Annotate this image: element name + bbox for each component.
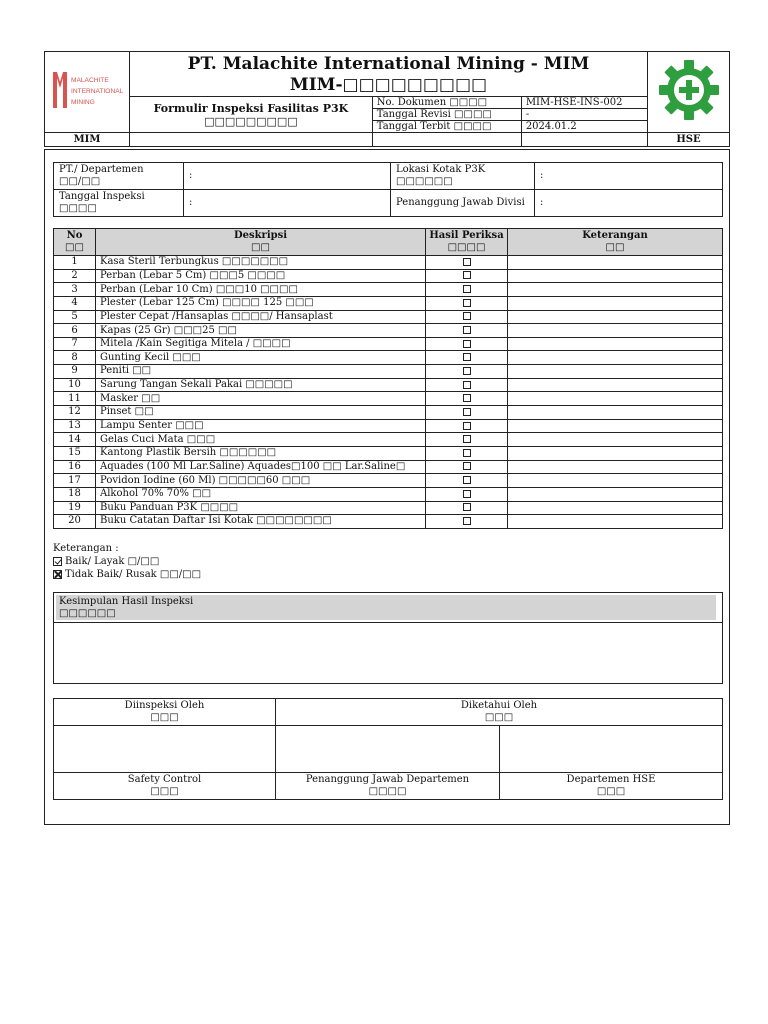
meta-value-document-no: MIM-HSE-INS-002 (521, 97, 647, 109)
role-dept-pic (276, 773, 500, 800)
result-cell (426, 474, 508, 488)
checklist-body (54, 256, 723, 529)
item-description: Pinset □□ (96, 406, 426, 420)
item-number: 5 (54, 310, 96, 324)
role-safety-control (54, 773, 276, 800)
col-header-description (96, 229, 426, 256)
notes-cell[interactable] (508, 392, 723, 406)
legend-bad (53, 568, 201, 581)
col-header-result-cn: □□□□ (447, 242, 486, 253)
table-row (54, 378, 723, 392)
table-row (54, 515, 723, 529)
col-header-notes-cn: □□ (605, 242, 625, 253)
result-checkbox[interactable] (463, 353, 471, 361)
col-header-notes (508, 229, 723, 256)
pic-field[interactable] (535, 190, 723, 217)
table-row (54, 433, 723, 447)
result-checkbox[interactable] (463, 258, 471, 266)
role-cn: □□□ (596, 786, 626, 797)
item-description: Plester Cepat /Hansaplas □□□□/ Hansaplast (96, 310, 426, 324)
item-number: 7 (54, 337, 96, 351)
item-description: Buku Panduan P3K □□□□ (96, 501, 426, 515)
table-row (54, 296, 723, 310)
result-checkbox[interactable] (463, 394, 471, 402)
item-number: 16 (54, 460, 96, 474)
result-checkbox[interactable] (463, 503, 471, 511)
logo-text-line-1: MALACHITE (71, 77, 109, 84)
acknowledged-by-cn: □□□ (484, 712, 514, 723)
item-number: 10 (54, 378, 96, 392)
result-cell (426, 296, 508, 310)
notes-cell[interactable] (508, 474, 723, 488)
result-checkbox[interactable] (463, 285, 471, 293)
result-checkbox[interactable] (463, 476, 471, 484)
table-row (54, 337, 723, 351)
divider (54, 622, 722, 623)
result-checkbox[interactable] (463, 422, 471, 430)
result-checkbox[interactable] (463, 340, 471, 348)
table-row (54, 256, 723, 270)
item-number: 12 (54, 406, 96, 420)
company-logo (45, 52, 130, 133)
item-description: Gunting Kecil □□□ (96, 351, 426, 365)
item-number: 20 (54, 515, 96, 529)
company-subtitle (130, 75, 647, 96)
item-number: 3 (54, 283, 96, 297)
item-number: 2 (54, 269, 96, 283)
col-header-no-en: No (66, 230, 83, 241)
item-number: 13 (54, 419, 96, 433)
table-row (54, 283, 723, 297)
result-cell (426, 460, 508, 474)
item-description: Kasa Steril Terbungkus □□□□□□□ (96, 256, 426, 270)
result-cell (426, 310, 508, 324)
notes-cell[interactable] (508, 256, 723, 270)
item-description: Povidon Iodine (60 Ml) □□□□□60 □□□ (96, 474, 426, 488)
meta-label-cn: □□□□ (454, 109, 492, 120)
result-checkbox[interactable] (463, 312, 471, 320)
item-number: 8 (54, 351, 96, 365)
item-description: Perban (Lebar 5 Cm) □□□5 □□□□ (96, 269, 426, 283)
col-header-description-en: Deskripsi (233, 230, 288, 241)
item-description: Peniti □□ (96, 365, 426, 379)
meta-label-en: Tanggal Terbit (376, 121, 451, 132)
result-checkbox[interactable] (463, 490, 471, 498)
item-description: Masker □□ (96, 392, 426, 406)
dept-label-cn: □□/□□ (59, 176, 101, 187)
item-number: 11 (54, 392, 96, 406)
item-description: Kantong Plastik Bersih □□□□□□ (96, 446, 426, 460)
document-header (44, 51, 730, 147)
result-cell (426, 433, 508, 447)
col-header-result-en: Hasil Periksa (429, 230, 504, 241)
role-cn: □□□□ (368, 786, 407, 797)
item-description: Gelas Cuci Mata □□□ (96, 433, 426, 447)
logo-text-line-2: INTERNATIONAL (71, 88, 124, 95)
colon: : (189, 170, 193, 181)
meta-label-en: No. Dokumen (376, 97, 447, 108)
role-en: Penanggung Jawab Departemen (305, 774, 470, 785)
result-cell (426, 487, 508, 501)
colon: : (540, 197, 544, 208)
role-cn: □□□ (150, 786, 179, 797)
table-row (54, 487, 723, 501)
form-title-en: Formulir Inspeksi Fasilitas P3K (153, 101, 349, 115)
conclusion-header (56, 595, 716, 620)
role-hse-dept (500, 773, 723, 800)
meta-label-issue-date (372, 121, 521, 133)
header-footer-mim: MIM (45, 133, 130, 147)
info-table (53, 162, 723, 217)
legend-good (53, 555, 201, 568)
item-description: Buku Catatan Daftar Isi Kotak □□□□□□□□ (96, 515, 426, 529)
notes-cell[interactable] (508, 365, 723, 379)
meta-label-document-no (372, 97, 521, 109)
col-header-notes-en: Keterangan (582, 230, 648, 241)
table-row (54, 365, 723, 379)
item-description: Mitela /Kain Segitiga Mitela / □□□□ (96, 337, 426, 351)
table-row (54, 310, 723, 324)
notes-cell[interactable] (508, 406, 723, 420)
result-checkbox[interactable] (463, 326, 471, 334)
item-number: 17 (54, 474, 96, 488)
inspected-by-cn: □□□ (150, 712, 179, 723)
signature-table (53, 698, 723, 800)
item-description: Alkohol 70% 70% □□ (96, 487, 426, 501)
result-checkbox[interactable] (463, 271, 471, 279)
table-row (54, 406, 723, 420)
item-number: 14 (54, 433, 96, 447)
meta-label-cn: □□□□ (453, 121, 492, 132)
col-header-result (426, 229, 508, 256)
item-number: 4 (54, 296, 96, 310)
result-cell (426, 324, 508, 338)
result-cell (426, 337, 508, 351)
notes-cell[interactable] (508, 487, 723, 501)
dept-label-en: PT./ Departemen (59, 164, 144, 175)
result-cell (426, 406, 508, 420)
item-number: 9 (54, 365, 96, 379)
crossed-box-icon (53, 570, 62, 579)
result-cell (426, 419, 508, 433)
item-number: 15 (54, 446, 96, 460)
company-title: PT. Malachite International Mining - MIM (187, 54, 590, 74)
result-cell (426, 283, 508, 297)
acknowledged-by-header (276, 699, 723, 726)
header-footer-blank (130, 133, 373, 147)
result-cell (426, 446, 508, 460)
legend (53, 542, 201, 581)
inspected-by-header (54, 699, 276, 726)
signature-field-safety-control[interactable] (54, 726, 276, 773)
item-description: Plester (Lebar 125 Cm) □□□□ 125 □□□ (96, 296, 426, 310)
acknowledged-by-en: Diketahui Oleh (460, 700, 538, 711)
notes-cell[interactable] (508, 337, 723, 351)
result-checkbox[interactable] (463, 517, 471, 525)
result-checkbox[interactable] (463, 435, 471, 443)
conclusion-box (53, 592, 723, 684)
checklist-table (53, 228, 723, 529)
notes-cell[interactable] (508, 296, 723, 310)
legend-title: Keterangan : (53, 543, 119, 554)
dept-field[interactable] (184, 163, 391, 190)
k3-safety-gear-icon (658, 59, 720, 121)
meta-label-revision-date (372, 109, 521, 121)
item-description: Lampu Senter □□□ (96, 419, 426, 433)
signature-field-dept-pic[interactable] (276, 726, 500, 773)
item-description: Sarung Tangan Sekali Pakai □□□□□ (96, 378, 426, 392)
pic-label: Penanggung Jawab Divisi (391, 190, 535, 217)
result-cell (426, 269, 508, 283)
item-description: Aquades (100 Ml Lar.Saline) Aquades□100 □□ Lar.Saline□ (96, 460, 426, 474)
item-number: 6 (54, 324, 96, 338)
company-name (130, 52, 648, 97)
result-cell (426, 501, 508, 515)
location-field[interactable] (535, 163, 723, 190)
item-description: Kapas (25 Gr) □□□25 □□ (96, 324, 426, 338)
result-checkbox[interactable] (463, 367, 471, 375)
table-row (54, 351, 723, 365)
notes-cell[interactable] (508, 351, 723, 365)
company-subtitle-en: MIM- (289, 75, 343, 95)
form-title-cn: □□□□□□□□□ (204, 114, 298, 128)
inspected-by-en: Diinspeksi Oleh (124, 700, 205, 711)
colon: : (189, 197, 193, 208)
meta-value-issue-date: 2024.01.2 (521, 121, 647, 133)
result-cell (426, 392, 508, 406)
table-row (54, 392, 723, 406)
result-cell (426, 515, 508, 529)
notes-cell[interactable] (508, 419, 723, 433)
item-number: 19 (54, 501, 96, 515)
notes-cell[interactable] (508, 283, 723, 297)
result-cell (426, 365, 508, 379)
location-label (391, 163, 535, 190)
safety-logo (648, 52, 730, 133)
notes-cell[interactable] (508, 446, 723, 460)
date-label (54, 190, 184, 217)
notes-cell[interactable] (508, 324, 723, 338)
table-row (54, 419, 723, 433)
form-body (44, 149, 730, 825)
legend-bad-label: Tidak Baik/ Rusak □□/□□ (65, 569, 202, 580)
table-row (54, 324, 723, 338)
notes-cell[interactable] (508, 433, 723, 447)
meta-label-cn: □□□□ (449, 97, 488, 108)
result-checkbox[interactable] (463, 381, 471, 389)
dept-label (54, 163, 184, 190)
table-row (54, 460, 723, 474)
role-en: Departemen HSE (566, 774, 656, 785)
item-description: Perban (Lebar 10 Cm) □□□10 □□□□ (96, 283, 426, 297)
conclusion-title-en: Kesimpulan Hasil Inspeksi (59, 596, 194, 607)
date-field[interactable] (184, 190, 391, 217)
header-footer-blank (372, 133, 521, 147)
header-footer-blank (521, 133, 647, 147)
table-row (54, 446, 723, 460)
result-cell (426, 351, 508, 365)
table-row (54, 474, 723, 488)
col-header-description-cn: □□ (251, 242, 270, 253)
meta-label-en: Tanggal Revisi (376, 109, 451, 120)
checked-box-icon (53, 557, 62, 566)
col-header-no (54, 229, 96, 256)
conclusion-title-cn: □□□□□□ (59, 608, 116, 619)
item-number: 18 (54, 487, 96, 501)
header-footer-hse: HSE (648, 133, 730, 147)
result-checkbox[interactable] (463, 299, 471, 307)
notes-cell[interactable] (508, 501, 723, 515)
colon: : (540, 170, 544, 181)
signature-field-hse[interactable] (500, 726, 723, 773)
location-label-cn: □□□□□□ (396, 176, 453, 187)
result-checkbox[interactable] (463, 449, 471, 457)
result-checkbox[interactable] (463, 462, 471, 470)
malachite-logo-icon (49, 66, 125, 114)
item-number: 1 (54, 256, 96, 270)
legend-good-label: Baik/ Layak □/□□ (65, 556, 160, 567)
notes-cell[interactable] (508, 310, 723, 324)
logo-text-line-3: MINING (71, 99, 95, 106)
role-en: Safety Control (127, 774, 202, 785)
form-title (130, 97, 373, 133)
notes-cell[interactable] (508, 515, 723, 529)
notes-cell[interactable] (508, 378, 723, 392)
notes-cell[interactable] (508, 460, 723, 474)
date-label-en: Tanggal Inspeksi (59, 191, 145, 202)
notes-cell[interactable] (508, 269, 723, 283)
meta-value-revision-date: - (521, 109, 647, 121)
result-cell (426, 256, 508, 270)
company-subtitle-cn: □□□□□□□□□ (342, 75, 488, 95)
table-row (54, 269, 723, 283)
col-header-no-cn: □□ (65, 242, 84, 253)
location-label-en: Lokasi Kotak P3K (396, 164, 486, 175)
result-checkbox[interactable] (463, 408, 471, 416)
date-label-cn: □□□□ (59, 203, 97, 214)
table-row (54, 501, 723, 515)
result-cell (426, 378, 508, 392)
